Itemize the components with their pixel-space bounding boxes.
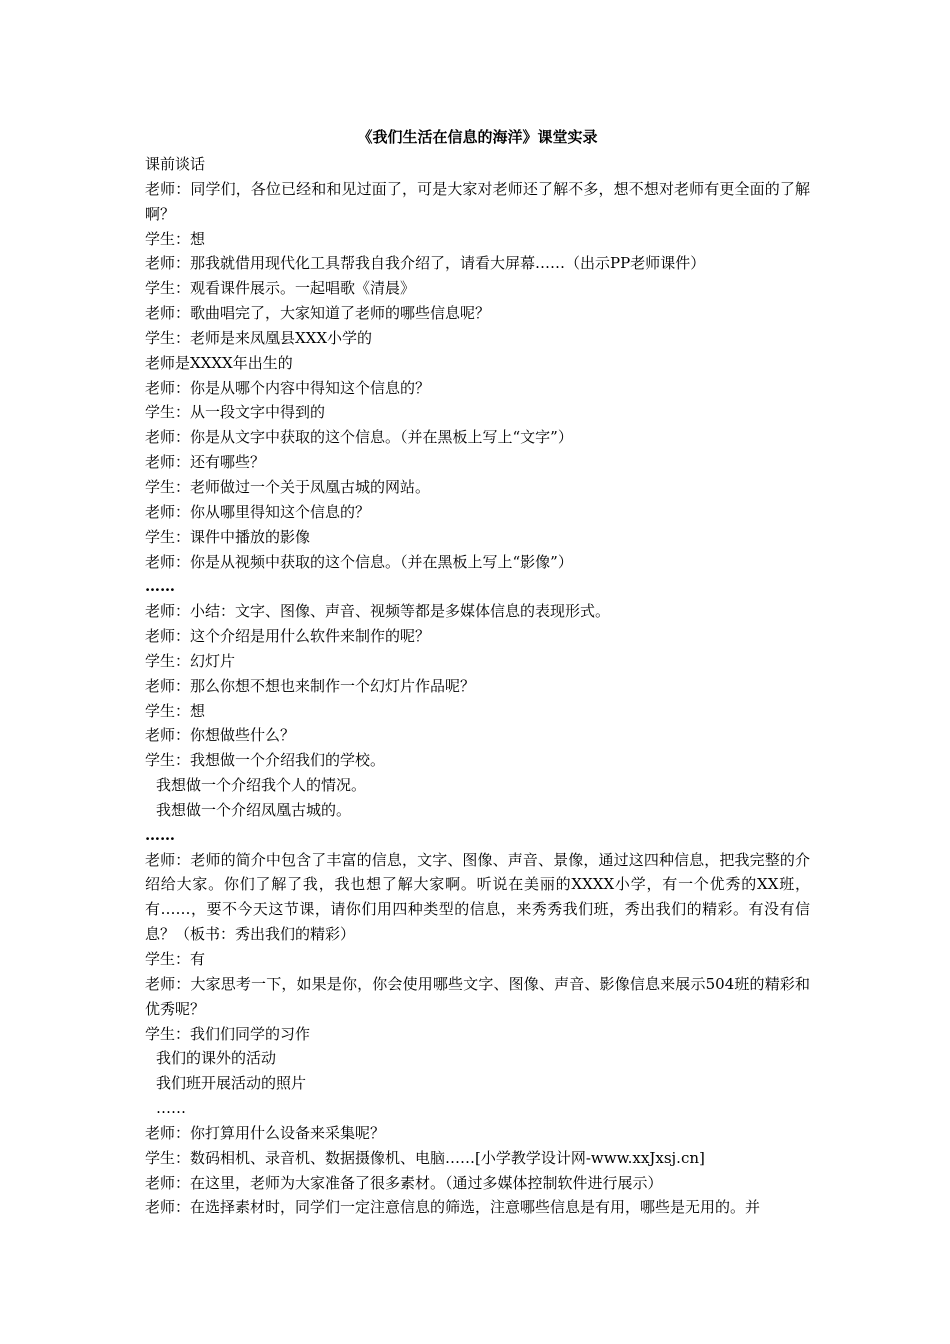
body-line: 老师：同学们，各位已经和和见过面了，可是大家对老师还了解不多，想不想对老师有更全面的了解啊？ (145, 179, 810, 223)
body-line: 老师：那我就借用现代化工具帮我自我介绍了，请看大屏幕……（出示PP老师课件） (145, 254, 706, 273)
body-line: 老师：在选择素材时，同学们一定注意信息的筛选，注意哪些信息是有用，哪些是无用的。并 (145, 1198, 761, 1217)
body-line: 学生：有 (145, 950, 206, 968)
body-line: 学生：幻灯片 (145, 651, 236, 670)
body-line: 老师：这个介绍是用什么软件来制作的呢？ (145, 627, 431, 646)
body-line: 老师：老师的简介中包含了丰富的信息，文字、图像、声音、景像，通过这四种信息，把我完整的介绍给大家。你们了解了我，我也想了解大家啊。听说在美丽的XXXX小学，有一个优秀的XX班，有……，要不今天这节课，请你们用四种类型的信息，来秀秀我们班，秀出我们的精彩。有没有信息？（板书：秀出我们的精彩） (145, 850, 810, 944)
body-line: 学生：课件中播放的影像 (145, 527, 311, 546)
body-line: 我想做一个介绍凤凰古城的。 (156, 800, 352, 819)
body-line: 老师：歌曲唱完了，大家知道了老师的哪些信息呢？ (145, 304, 491, 323)
body-line: 学生：我想做一个介绍我们的学校。 (145, 751, 386, 770)
body-line: 老师：你是从视频中获取的这个信息。（并在黑板上写上“影像”） (145, 552, 573, 571)
body-line: …… (156, 1099, 186, 1118)
body-line: 老师是XXXX年出生的 (145, 353, 293, 372)
body-line: 学生：想 (145, 701, 206, 720)
body-line: …… (145, 577, 175, 596)
body-line: 学生：老师是来凤凰县XXX小学的 (145, 328, 373, 347)
document-title: 《我们生活在信息的海洋》课堂实录 (357, 128, 598, 146)
body-line: 老师：你想做些什么？ (145, 726, 296, 745)
body-line: 老师：在这里，老师为大家准备了很多素材。（通过多媒体控制软件进行展示） (145, 1173, 663, 1192)
body-line: 老师：小结：文字、图像、声音、视频等都是多媒体信息的表现形式。 (145, 602, 611, 621)
body-line: 学生：想 (145, 229, 206, 248)
body-line: 学生：数码相机、录音机、数据摄像机、电脑……[小学教学设计网-www.xxJxsj.cn] (145, 1148, 705, 1167)
body-line: 老师：你打算用什么设备来采集呢？ (145, 1123, 386, 1142)
body-line: …… (145, 825, 175, 844)
body-line: 学生：从一段文字中得到的 (145, 403, 326, 422)
body-line: 学生：老师做过一个关于凤凰古城的网站。 (145, 477, 431, 496)
body-line: 老师：你从哪里得知这个信息的？ (145, 502, 371, 521)
body-line: 学生：我们们同学的习作 (145, 1024, 311, 1043)
body-line: 我们的课外的活动 (156, 1049, 277, 1068)
document-page (145, 126, 810, 1220)
body-line: 我想做一个介绍我个人的情况。 (156, 776, 367, 795)
body-line: 老师：还有哪些？ (145, 453, 266, 472)
body-line: 老师：大家思考一下，如果是你，你会使用哪些文字、图像、声音、影像信息来展示504班的精彩和优秀呢？ (145, 974, 810, 1018)
body-line: 老师：你是从文字中获取的这个信息。（并在黑板上写上“文字”） (145, 428, 573, 447)
body-line: 老师：那么你想不想也来制作一个幻灯片作品呢？ (145, 676, 476, 695)
body-line: 我们班开展活动的照片 (156, 1074, 307, 1093)
body-line: 老师：你是从哪个内容中得知这个信息的？ (145, 378, 431, 397)
body-line: 课前谈话 (145, 155, 206, 173)
document-body (145, 152, 810, 1220)
body-line: 学生：观看课件展示。一起唱歌《清晨》 (145, 279, 416, 298)
